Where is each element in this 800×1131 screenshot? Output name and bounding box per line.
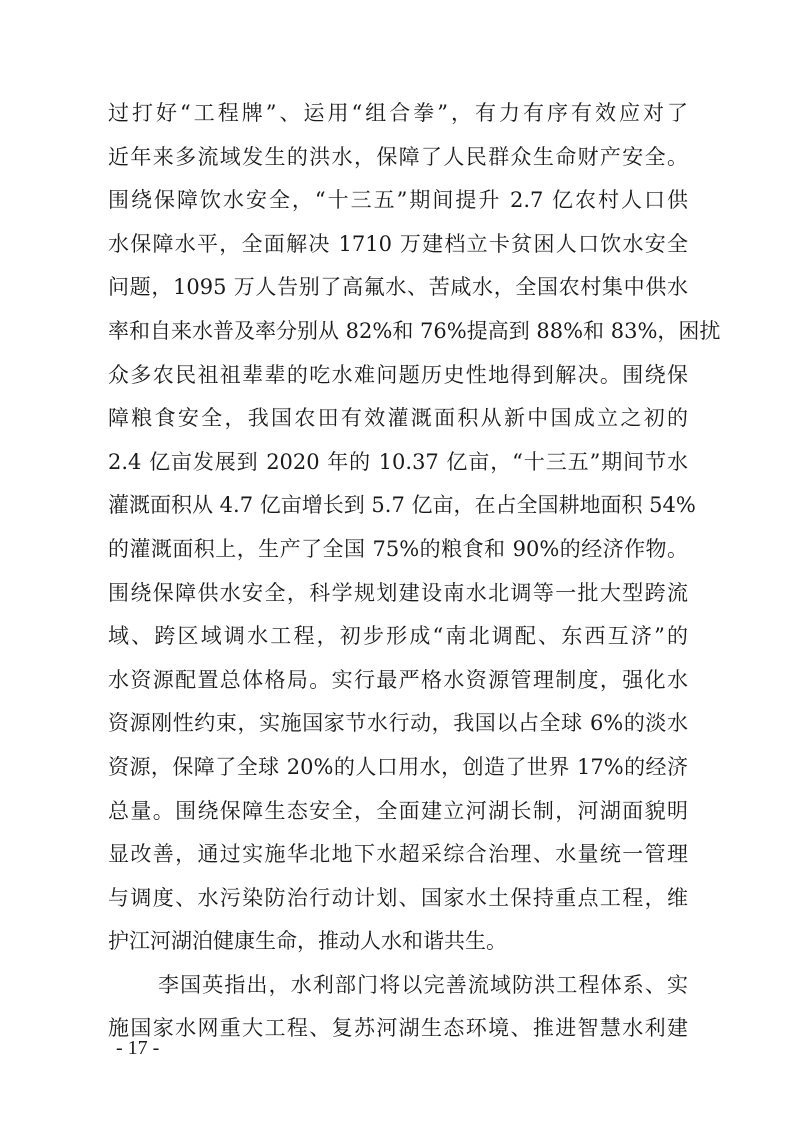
text-line: 围绕保障供水安全，科学规划建设南水北调等一批大型跨流 [108,580,688,605]
body-text [108,92,721,1051]
text-line: 灌溉面积从 4.7 亿亩增长到 5.7 亿亩，在占全国耕地面积 54% [108,493,696,518]
text-line: 问题，1095 万人告别了高氟水、苦咸水，全国农村集中供水 [108,275,688,300]
text-line: 障粮食安全，我国农田有效灌溉面积从新中国成立之初的 [108,406,688,431]
text-line: 2.4 亿亩发展到 2020 年的 10.37 亿亩，“十三五”期间节水 [108,449,688,474]
text-line: 近年来多流域发生的洪水，保障了人民群众生命财产安全。 [108,144,688,169]
text-line: 围绕保障饮水安全，“十三五”期间提升 2.7 亿农村人口供 [108,188,688,213]
text-line: 护江河湖泊健康生命，推动人水和谐共生。 [108,929,507,954]
paragraph-first-line: 李国英指出，水利部门将以完善流域防洪工程体系、实 [158,972,688,997]
text-line: 的灌溉面积上，生产了全国 75%的粮食和 90%的经济作物。 [108,536,688,561]
text-line: 显改善，通过实施华北地下水超采综合治理、水量统一管理 [108,842,688,867]
text-line: 总量。围绕保障生态安全，全面建立河湖长制，河湖面貌明 [108,798,688,823]
text-line: 资源刚性约束，实施国家节水行动，我国以占全球 6%的淡水 [108,711,688,736]
text-line: 资源，保障了全球 20%的人口用水，创造了世界 17%的经济 [108,754,688,779]
text-line: 过打好“工程牌”、运用“组合拳”，有力有序有效应对了 [108,101,688,125]
text-line: 与调度、水污染防治行动计划、国家水土保持重点工程，维 [108,885,688,910]
text-line: 域、跨区域调水工程，初步形成“南北调配、东西互济”的 [108,624,688,649]
text-line: 水保障水平，全面解决 1710 万建档立卡贫困人口饮水安全 [108,231,688,256]
text-line: 水资源配置总体格局。实行最严格水资源管理制度，强化水 [108,667,688,692]
text-line: 率和自来水普及率分别从 82%和 76%提高到 88%和 83%，困扰 [108,318,721,343]
page-number: - 17 - [116,1037,160,1059]
text-line: 众多农民祖祖辈辈的吃水难问题历史性地得到解决。围绕保 [108,362,688,387]
text-line: 施国家水网重大工程、复苏河湖生态环境、推进智慧水利建 [108,1016,688,1041]
